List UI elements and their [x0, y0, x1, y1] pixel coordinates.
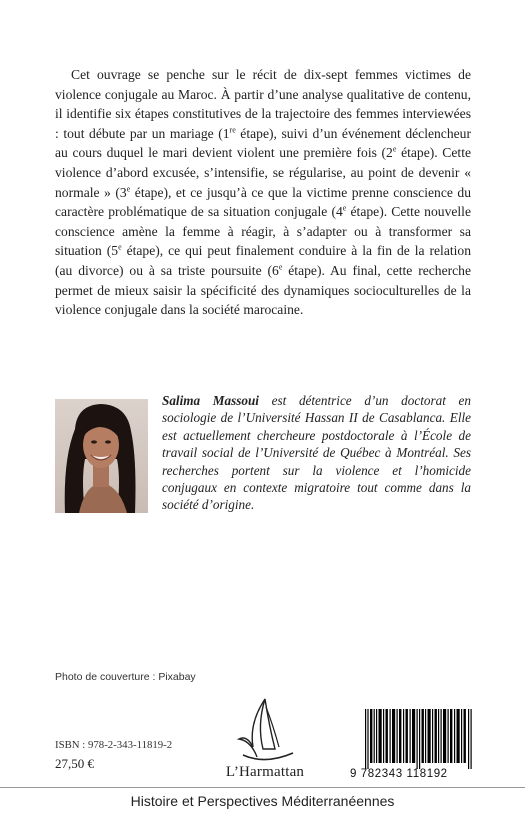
book-summary: Cet ouvrage se penche sur le récit de dix-sept femmes victimes de violence conjugale au Maroc. À partir d’une analyse qualitative de contenu, il identifie six étapes constitutives de la trajectoire des femmes interviewées : tout débute par un mariage (1re étape), suivi d’un événement déclencheur au cours duquel le mari devient violent une première fois (2e étape). Cette violence d’abord excusée, s’intensifie, se régularise, au point de devenir « normale » (3e étape), et ce jusqu’à ce que la victime prenne conscience du caractère problématique de sa situation conjugale (4e étape). Cette nouvelle conscience amène la femme à réagir, à s’adapter ou à transformer sa situation (5e étape), ce qui peut finalement conduire à la fin de la relation (au divorce) ou à sa triste poursuite (6e étape). Au final, cette recherche permet de mieux saisir la spécificité des dynamiques socioculturelles de la violence conjugale dans la société marocaine. — [55, 67, 472, 318]
barcode-number: 9 782343 118192 — [350, 768, 448, 780]
series-title: Histoire et Perspectives Méditerranéennes — [130, 793, 395, 809]
price: 27,50 € — [55, 756, 94, 771]
author-portrait-icon — [55, 399, 148, 513]
author-bio: Salima Massoui est détentrice d’un doctorat en sociologie de l’Université Hassan II de Casablanca. Elle est actuellement chercheure postdoctorale à l’École de travail social de l’Université de Québec à Montréal. Ses recherches portent sur la violence et l’homicide conjugaux en contexte migratoire tout comme dans la société d’origine. — [162, 393, 471, 513]
author-name: Salima Massoui — [162, 393, 259, 408]
barcode-icon — [365, 709, 472, 769]
isbn: ISBN : 978-2-343-11819-2 — [55, 739, 173, 751]
footer-divider — [0, 787, 525, 788]
sailboat-logo-icon — [213, 695, 317, 765]
author-photo — [55, 399, 148, 513]
publisher-name: L’Harmattan — [225, 764, 305, 780]
publisher-logo — [213, 695, 317, 781]
cover-photo-credit: Photo de couverture : Pixabay — [55, 671, 196, 683]
